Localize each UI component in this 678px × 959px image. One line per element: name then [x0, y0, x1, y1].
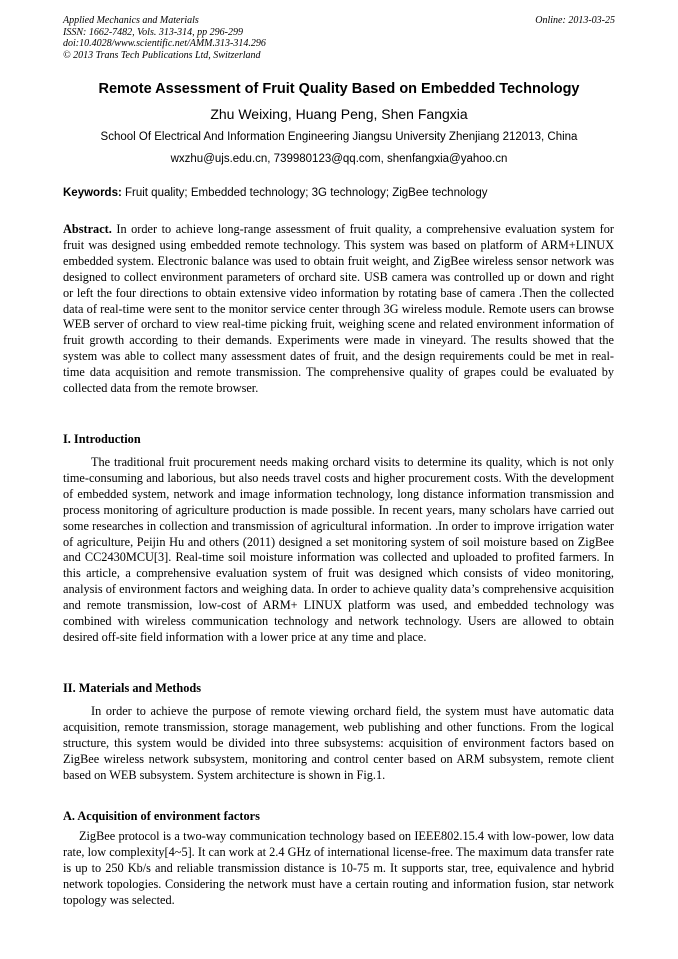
methods-paragraph: In order to achieve the purpose of remote viewing orchard field, the system must have automatic data acquisition, remote transmission, storage management, web publishing and other functions. From the logical structure, this system would be divided into three subsystems: acquisition of environment factors based on ZigBee wireless network subsystem, monitoring and control center based on ARM subsystem, remote client based on WEB subsystem. System architecture is shown in Fig.1. — [63, 704, 614, 782]
abstract-label: Abstract. — [63, 222, 112, 236]
section-heading-introduction: I. Introduction — [63, 432, 141, 446]
paper-authors: Zhu Weixing, Huang Peng, Shen Fangxia — [210, 106, 468, 122]
doi-line: doi:10.4028/www.scientific.net/AMM.313-314.296 — [63, 38, 266, 49]
journal-header — [63, 15, 615, 61]
keywords-text: Fruit quality; Embedded technology; 3G technology; ZigBee technology — [121, 187, 488, 199]
journal-name: Applied Mechanics and Materials — [63, 15, 199, 26]
paper-emails: wxzhu@ujs.edu.cn, 739980123@qq.com, shenfangxia@yahoo.cn — [170, 153, 508, 165]
keywords-line — [63, 187, 623, 199]
paper-title: Remote Assessment of Fruit Quality Based on Embedded Technology — [98, 81, 580, 97]
section-heading-methods: II. Materials and Methods — [63, 681, 201, 695]
acquisition-paragraph: ZigBee protocol is a two-way communication technology based on IEEE802.15.4 with low-power, low data rate, low complexity[4~5]. It can work at 2.4 GHz of international license-free. The maximum data transfer rate is up to 250 Kb/s and reliable transmission distance is 10-75 m. It supports star, tree, equivalence and hybrid network topologies. Considering the network must have a certain routing and information fusion, star network topology was selected. — [63, 829, 614, 907]
online-date: Online: 2013-03-25 — [535, 15, 615, 26]
keywords-label: Keywords: — [63, 187, 122, 199]
copyright-line: © 2013 Trans Tech Publications Ltd, Switzerland — [63, 49, 261, 61]
abstract-text: In order to achieve long-range assessment of fruit quality, a comprehensive evaluation system for fruit was designed using embedded remote technology. This system was based on platform of ARM+LINUX embedded system. Electronic balance was used to obtain fruit weight, and ZigBee wireless sensor network was designed to collect environment parameters of orchard site. USB camera was controlled up or down and right or left the four directions to obtain extensive video information by rotating base of camera .Then the collected data of real-time were sent to the monitor service center through 3G wireless module. Remote users can browse WEB server of orchard to view real-time picking fruit, weighing scene and related environment information of fruit growth according to their demands. Experiments were made in vineyard. The results showed that the system was able to collect many assessment dates of fruit, and the design requirements could be met in real-time data acquisition and remote transmission. The comprehensive quality of grapes could be evaluated by collected data from the remote browser. — [63, 222, 614, 396]
introduction-paragraph: The traditional fruit procurement needs making orchard visits to determine its quality, which is not only time-consuming and laborious, but also needs travel costs and higher procurement costs. With the development of embedded system, network and image information technology, long distance information transmission and process monitoring of agriculture production is made possible. In recent years, many scholars have carried out some researches in collection and transmission of agricultural information. .In order to improve irrigation water of agriculture, Peijin Hu and others (2011) designed a set monitoring system of soil moisture based on ZigBee and CC2430MCU[3]. Real-time soil moisture information was collected and uploaded to profited farmers. In this article, a comprehensive evaluation system of fruit was designed which consists of video monitoring, analysis of environment factors and weighing data. In order to achieve quality data’s comprehensive acquisition and remote transmission, low-cost of ARM+ LINUX platform was used, and embedded technology was combined with wireless communication technology and network technology. Users are allowed to obtain desired off-site field information with a lower price at any time and place. — [63, 455, 614, 644]
issn-line: ISSN: 1662-7482, Vols. 313-314, pp 296-299 — [63, 26, 243, 38]
subsection-heading-acquisition: A. Acquisition of environment factors — [63, 809, 260, 823]
abstract-paragraph — [63, 222, 614, 397]
paper-affiliation: School Of Electrical And Information Engineering Jiangsu University Zhenjiang 212013, China — [100, 131, 578, 143]
